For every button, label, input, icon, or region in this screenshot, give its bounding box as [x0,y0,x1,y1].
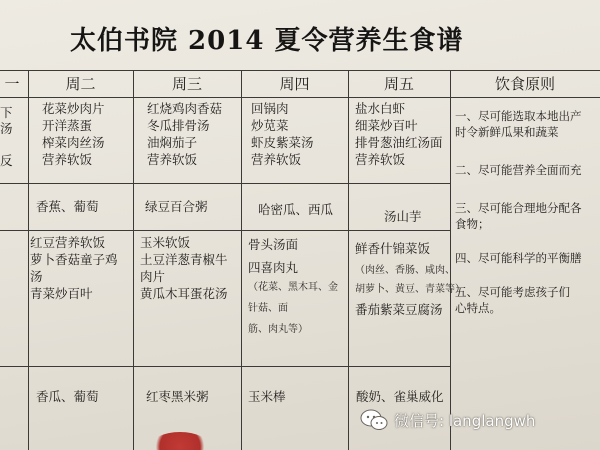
dish-note: 针菇、面 [248,303,288,314]
dish-note: 胡萝卜、黄豆、青菜等） [355,284,465,295]
dish: 骨头汤面 [248,237,299,252]
principle-line: 食物； [455,217,490,231]
dish: 黄瓜木耳蛋花汤 [140,286,228,301]
snack1-tuesday: 香蕉、葡萄 [36,199,99,214]
lunch-tuesday [42,100,105,168]
dish: 汤 [30,269,43,284]
header-wednesday: 周三 [171,75,202,93]
dish-note: （花菜、黑木耳、金 [248,282,338,293]
snack2-wednesday: 红枣黑米粥 [146,389,209,404]
snack2-thursday: 玉米棒 [248,389,286,404]
dish: 排骨葱油红汤面 [355,135,443,150]
header-bottom-line [0,97,600,98]
dish: 营养软饭 [355,152,406,167]
dish: 花菜炒肉片 [42,101,105,116]
header-monday-partial: 一 [4,75,20,93]
dish: 细菜炒百叶 [355,118,418,133]
dish: 番茄紫菜豆腐汤 [355,302,443,317]
dish: 土豆洋葱青椒牛 [140,252,228,267]
dish: 冬瓜排骨汤 [147,118,210,133]
dish: 虾皮紫菜汤 [251,135,314,150]
snack1-friday: 汤山芋 [384,209,422,224]
header-friday: 周五 [383,75,414,93]
header-principles: 饮食原则 [494,75,555,93]
header-thursday: 周四 [279,75,310,93]
dinner-friday [355,240,465,318]
col-divider-3 [241,70,242,450]
left-fragment: 下 [0,105,13,120]
header-tuesday: 周二 [65,75,96,93]
snack1-wednesday: 绿豆百合粥 [145,199,208,214]
lunch-thursday [251,100,314,168]
row1-bottom-line [0,183,450,184]
principles-list [455,108,600,334]
principle-line: 一、尽可能选取本地出产 [455,109,582,123]
dish: 榨菜肉丝汤 [42,135,105,150]
principle-item [455,284,600,316]
dinner-tuesday [30,234,118,302]
principle-item [455,108,600,140]
principle-line: 时令新鲜瓜果和蔬菜 [455,125,559,139]
snack2-tuesday: 香瓜、葡萄 [36,389,99,404]
left-fragment: 汤 [0,121,13,136]
page-title: 太伯书院 2014 夏令营养生食谱 [70,26,464,56]
dish: 营养软饭 [42,152,93,167]
dish: 青菜炒百叶 [30,286,93,301]
dish: 回锅肉 [251,101,289,116]
lunch-wednesday [147,100,222,168]
red-seal-stamp [150,432,210,450]
row3-bottom-line [0,366,450,367]
principle-item [455,162,600,178]
snack2-friday: 酸奶、雀巢威化 [356,389,444,404]
col-divider-2 [133,70,134,450]
dish: 开洋蒸蛋 [42,118,93,133]
dish: 鲜香什锦菜饭 [355,241,431,256]
dish: 营养软饭 [251,152,302,167]
dish-note: （肉丝、香肠、咸肉、 [355,265,455,276]
watermark-text: 微信号: langlangwh [394,411,536,430]
snack1-thursday: 哈密瓜、西瓜 [258,202,334,217]
dish: 红豆营养软饭 [30,235,106,250]
left-fragment: 反 [0,153,13,168]
dish: 油焖茄子 [147,135,198,150]
dish: 四喜肉丸 [248,260,299,275]
wechat-icon [360,408,388,432]
dish: 玉米软饭 [140,235,191,250]
dish: 炒苋菜 [251,118,289,133]
principle-item [455,200,600,232]
dish: 营养软饭 [147,152,198,167]
col-divider-4 [348,70,349,450]
principle-line: 四、尽可能科学的平衡膳 [455,251,582,265]
principle-line: 五、尽可能考虑孩子们 [455,285,570,299]
principle-item [455,250,600,266]
dinner-wednesday [140,234,228,302]
principle-line: 二、尽可能营养全面而充 [455,163,582,177]
table-top-line [0,70,600,71]
wechat-watermark [360,404,600,436]
row2-bottom-line [0,230,450,231]
dish: 盐水白虾 [355,101,406,116]
dish-note: 筋、肉丸等） [248,324,308,335]
dish: 红烧鸡肉香菇 [147,101,223,116]
dinner-thursday [248,236,338,337]
col-divider-1 [28,70,29,450]
principle-line: 心特点。 [455,301,501,315]
lunch-friday [355,100,443,168]
dish: 萝卜香菇童子鸡 [30,252,118,267]
dish: 肉片 [140,269,166,284]
principle-line: 三、尽可能合理地分配各 [455,201,582,215]
